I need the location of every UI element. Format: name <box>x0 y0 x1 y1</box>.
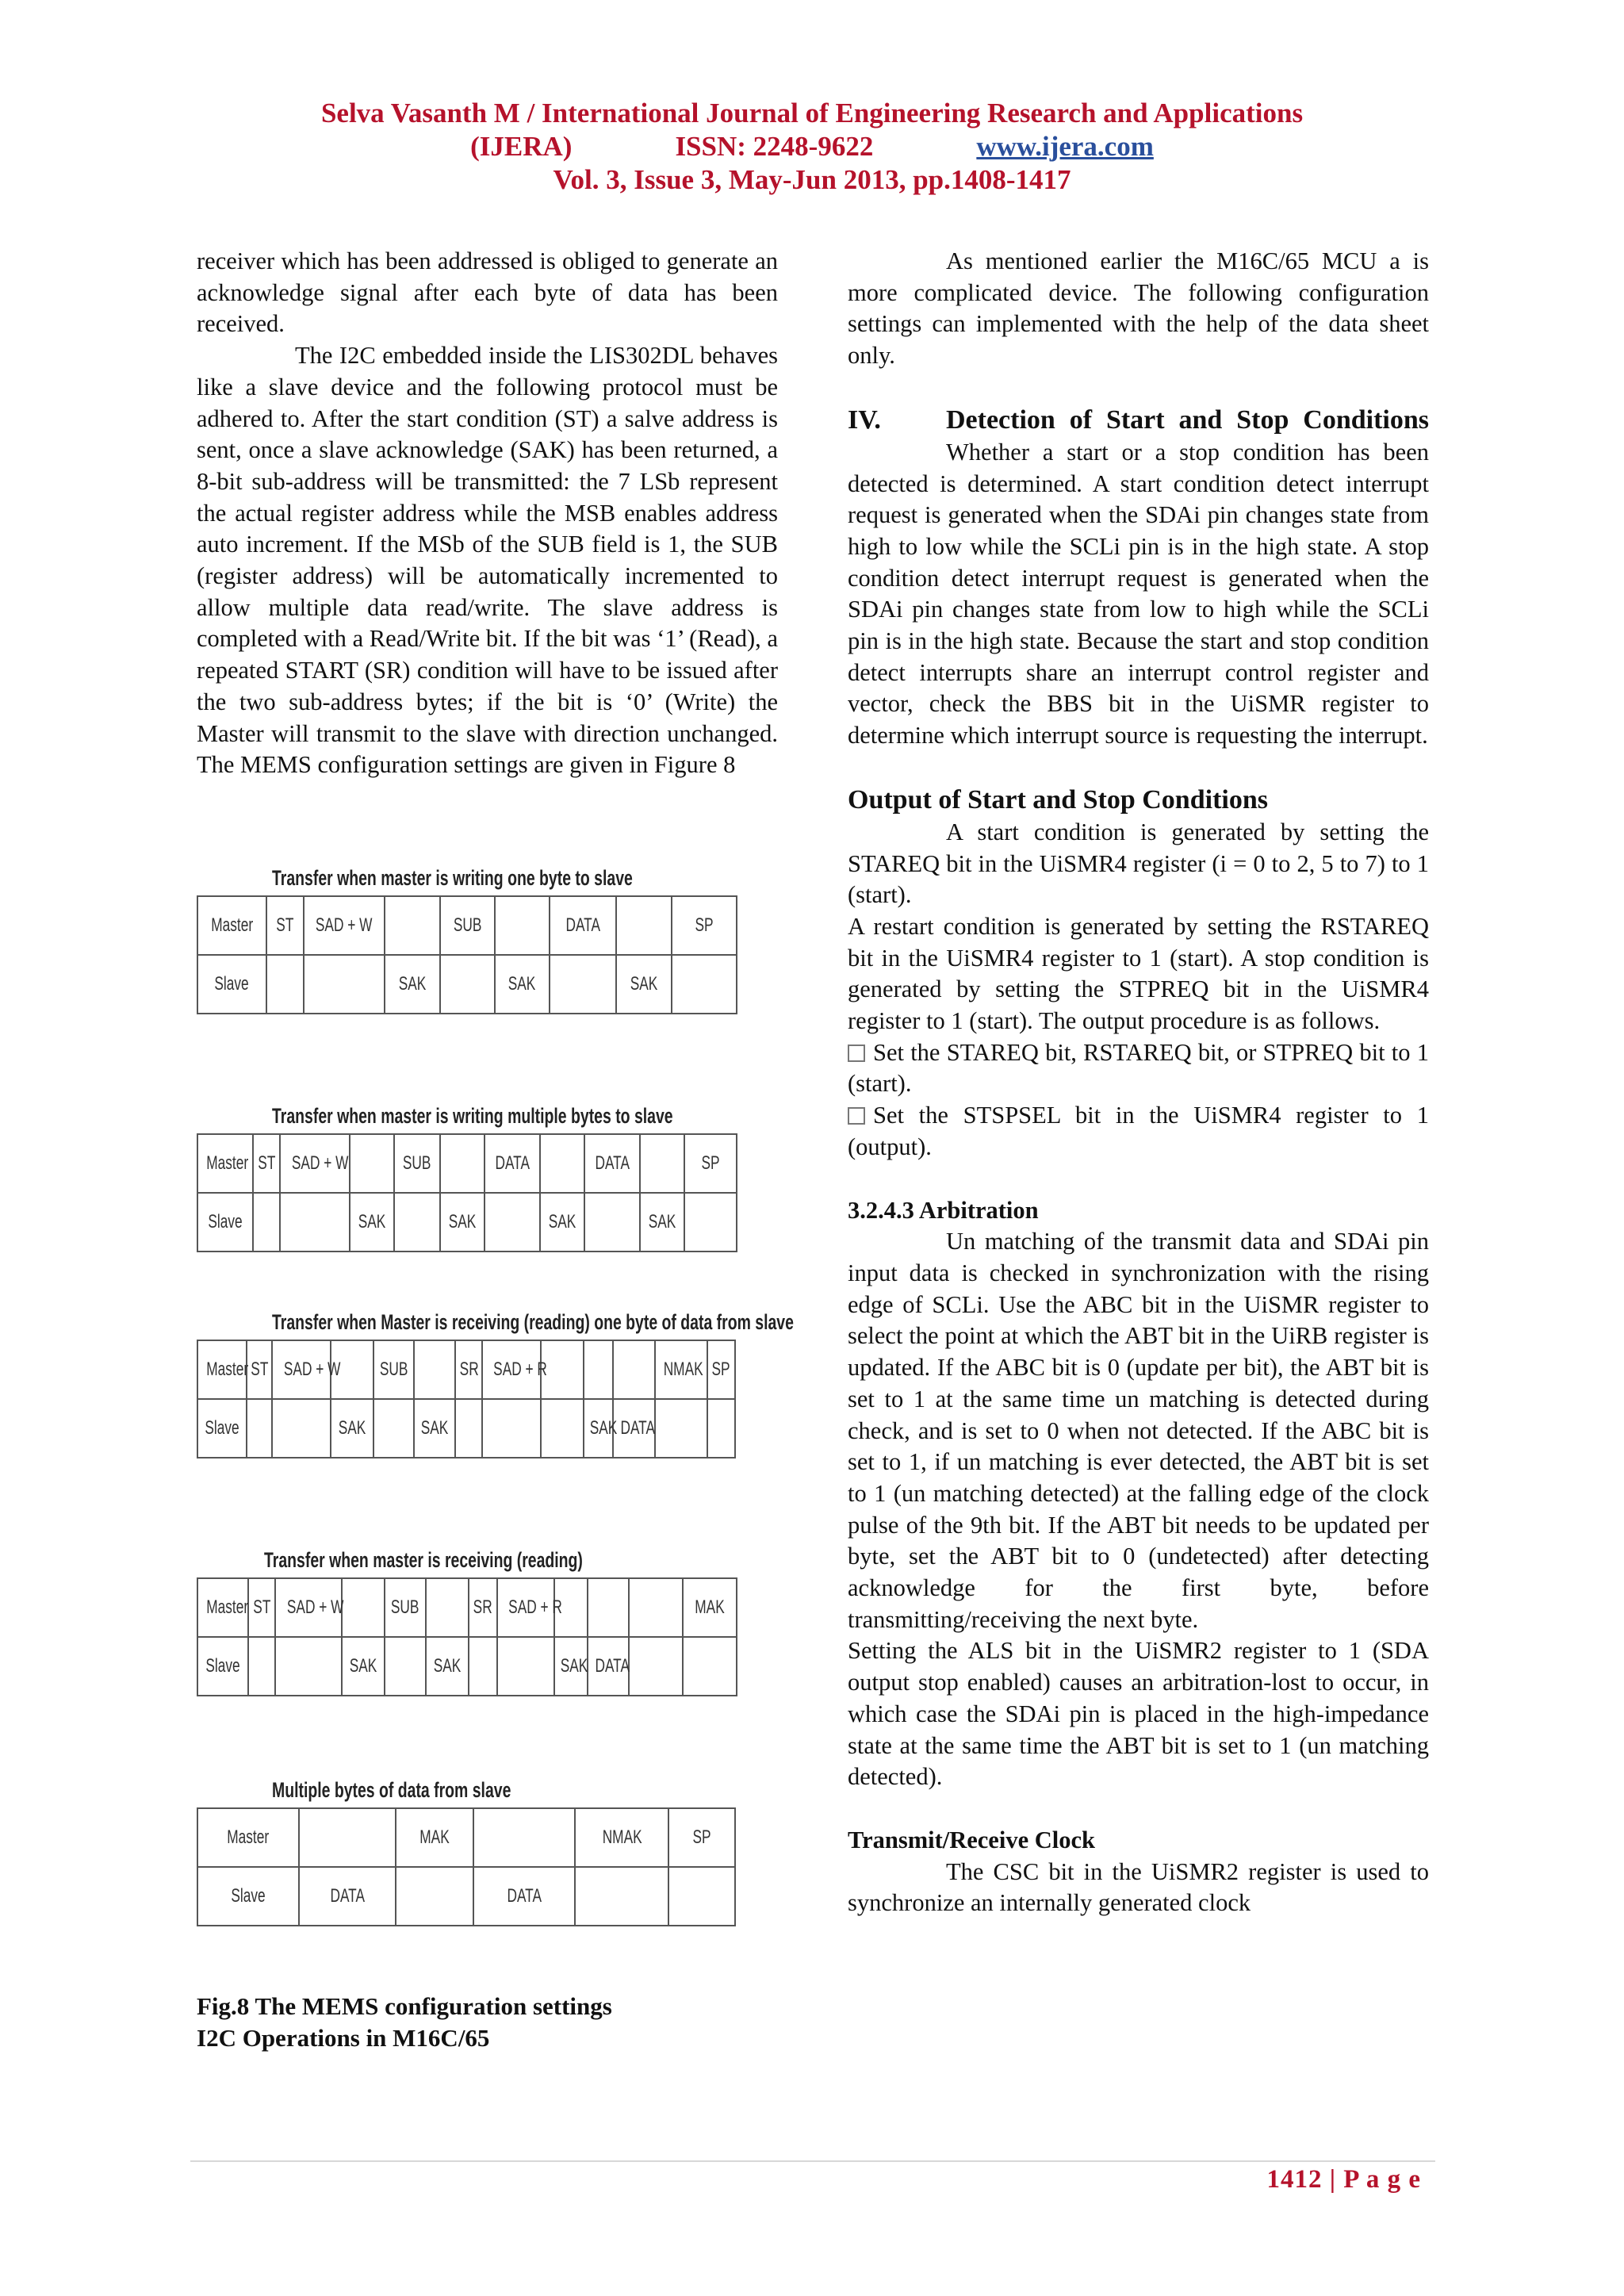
cell <box>426 1578 469 1637</box>
cell: SAK <box>342 1637 385 1696</box>
left-paragraph-1: receiver which has been addressed is obliged to generate an acknowledge signal after each byte of data has been received. <box>197 247 778 338</box>
slave-row <box>197 955 737 1014</box>
cell: SAK <box>440 1193 485 1251</box>
cell: SAK <box>414 1399 454 1458</box>
cell <box>541 1399 583 1458</box>
cell: SP <box>707 1340 735 1399</box>
cell <box>247 1399 273 1458</box>
cell <box>304 955 385 1014</box>
cell: SP <box>684 1134 737 1193</box>
header-line1: Selva Vasanth M / International Journal of Engineering Research and Applications <box>320 98 1304 128</box>
cell <box>588 1578 629 1637</box>
protocol-table-title: Multiple bytes of data from slave <box>272 1778 511 1802</box>
cell <box>253 1193 280 1251</box>
bullet-item-1 <box>848 1037 1429 1100</box>
cell <box>350 1134 394 1193</box>
cell: SAD + W <box>275 1578 342 1637</box>
cell: SAK <box>331 1399 373 1458</box>
cell: DATA <box>550 896 616 955</box>
cell: Master <box>197 1134 253 1193</box>
cell: SAK <box>350 1193 394 1251</box>
cell <box>541 1340 583 1399</box>
protocol-table-title: Transfer when master is writing one byte to slave <box>272 866 633 890</box>
protocol-table-5 <box>197 1773 736 1926</box>
header-line3: Vol. 3, Issue 3, May-Jun 2013, pp.1408-1417 <box>553 164 1071 195</box>
cell: Master <box>197 896 266 955</box>
cell: MAK <box>683 1578 737 1637</box>
cell <box>455 1399 483 1458</box>
cell: SR <box>469 1578 497 1637</box>
cell: ST <box>266 896 304 955</box>
master-row <box>197 896 737 955</box>
cell: MAK <box>396 1808 473 1867</box>
cell <box>655 1399 707 1458</box>
cell <box>613 1340 655 1399</box>
master-row <box>197 1340 735 1399</box>
cell: SAD + W <box>280 1134 350 1193</box>
right-paragraph-3: A start condition is generated by setting the STAREQ bit in the UiSMR4 register (i = 0 to 2, 5 to 7) to 1 (start). <box>848 818 1429 909</box>
cell <box>672 955 737 1014</box>
cell: SP <box>672 896 737 955</box>
cell <box>342 1578 385 1637</box>
cell: SAD + R <box>497 1578 554 1637</box>
subheading-output: Output of Start and Stop Conditions <box>848 784 1268 815</box>
cell <box>668 1867 735 1926</box>
cell: Slave <box>197 1193 253 1251</box>
master-row <box>197 1808 735 1867</box>
slave-row <box>197 1193 737 1251</box>
section-number: IV. <box>848 404 881 435</box>
cell <box>616 896 672 955</box>
cell: SAK <box>495 955 550 1014</box>
cell <box>683 1637 737 1696</box>
cell <box>385 1637 426 1696</box>
cell <box>275 1637 342 1696</box>
cell <box>266 955 304 1014</box>
protocol-table-1 <box>197 861 736 1014</box>
cell <box>469 1637 497 1696</box>
left-column <box>197 246 778 781</box>
right-column <box>848 246 1429 1919</box>
cell: SAD + W <box>304 896 385 955</box>
protocol-grid <box>197 895 737 1014</box>
cell: SP <box>668 1808 735 1867</box>
slave-row <box>197 1637 737 1696</box>
bullet-box-icon <box>848 1045 865 1062</box>
header-line2 <box>0 130 1624 163</box>
subheading-arbitration: 3.2.4.3 Arbitration <box>848 1196 1039 1224</box>
cell: SR <box>455 1340 483 1399</box>
cell: SAD + W <box>272 1340 331 1399</box>
cell <box>684 1193 737 1251</box>
cell <box>584 1193 640 1251</box>
protocol-table-4 <box>197 1543 736 1696</box>
cell <box>629 1637 683 1696</box>
cell: SAK <box>426 1637 469 1696</box>
issn: ISSN: 2248-9622 <box>675 131 874 162</box>
protocol-grid <box>197 1340 736 1458</box>
right-paragraph-2: Whether a start or a stop condition has been detected is determined. A start condition detect interrupt request is generated when the SDAi pin changes state from high to low while the SCLi pin is in the high state. A stop condition detect interrupt request is generated when the SDAi pin changes state from low to high while the SCLi pin is in the high state. Because the start and stop condition detect interrupts share an interrupt control register and vector, check the BBS bit in the UiSMR register to determine which interrupt source is requesting the interrupt. <box>848 438 1429 749</box>
bullet-item-2 <box>848 1100 1429 1163</box>
cell <box>497 1637 554 1696</box>
protocol-table-2 <box>197 1098 736 1252</box>
cell: Master <box>197 1340 247 1399</box>
right-paragraph-1: As mentioned earlier the M16C/65 MCU a is more complicated device. The following configuration settings can implemented with the help of the data sheet only. <box>848 247 1429 370</box>
protocol-table-title: Transfer when Master is receiving (reading) one byte of data from slave <box>272 1310 794 1334</box>
cell <box>272 1399 331 1458</box>
cell <box>473 1808 575 1867</box>
cell <box>550 955 616 1014</box>
cell: ST <box>253 1134 280 1193</box>
bullet-text: Set the STSPSEL bit in the UiSMR4 register to 1 (output). <box>848 1102 1429 1160</box>
cell: Slave <box>197 1399 247 1458</box>
protocol-table-3 <box>197 1305 794 1458</box>
cell: SAD + R <box>482 1340 541 1399</box>
cell <box>495 896 550 955</box>
cell <box>485 1193 540 1251</box>
slave-row <box>197 1867 735 1926</box>
cell <box>280 1193 350 1251</box>
protocol-grid <box>197 1133 737 1252</box>
cell: ST <box>247 1340 273 1399</box>
cell: DATA <box>473 1867 575 1926</box>
cell: DATA <box>584 1134 640 1193</box>
subheading-clock: Transmit/Receive Clock <box>848 1826 1095 1853</box>
journal-url-link[interactable]: www.ijera.com <box>976 131 1154 162</box>
cell <box>540 1134 584 1193</box>
journal-header <box>0 97 1624 197</box>
cell <box>440 955 495 1014</box>
protocol-grid <box>197 1807 736 1926</box>
cell <box>640 1134 684 1193</box>
cell <box>248 1637 275 1696</box>
caption-line-1: Fig.8 The MEMS configuration settings <box>197 1992 612 2020</box>
cell <box>584 1340 613 1399</box>
caption-line-2: I2C Operations in M16C/65 <box>197 2024 490 2052</box>
cell <box>373 1399 414 1458</box>
page-number: 1412 | P a g e <box>1266 2165 1421 2194</box>
cell <box>482 1399 541 1458</box>
cell <box>396 1867 473 1926</box>
cell: Slave <box>197 955 266 1014</box>
cell <box>385 896 440 955</box>
cell <box>575 1867 668 1926</box>
cell <box>440 1134 485 1193</box>
right-paragraph-5: Un matching of the transmit data and SDAi pin input data is checked in synchronization with the rising edge of SCLi. Use the ABC bit in the UiSMR register to select the point at which the ABT bit in the UiRB register is updated. If the ABC bit is 0 (update per bit), the ABT bit is set to 1 at the same time un matching is detected during check, and is set to 0 when not detected. If the ABC bit is set to 1, if un matching is ever detected, the ABT bit is set to 1 (un matching detected) at the falling edge of the clock pulse of the 9th bit. If the ABT bit needs to be updated per byte, set the ABT bit to 0 (undetected) after detecting acknowledge for the first byte, before transmitting/receiving the next byte. <box>848 1228 1429 1633</box>
cell <box>299 1808 396 1867</box>
cell: SAK <box>540 1193 584 1251</box>
right-paragraph-4: A restart condition is generated by setting the RSTAREQ bit in the UiSMR4 register to 1 (start). A stop condition is generated by setting the STPREQ bit in the UiSMR4 register to 1 (start). The output procedure is as follows. <box>848 912 1429 1035</box>
slave-row <box>197 1399 735 1458</box>
cell: Master <box>197 1808 299 1867</box>
section-title: Detection of Start and Stop Conditions <box>946 404 1429 435</box>
cell: ST <box>248 1578 275 1637</box>
cell: SUB <box>440 896 495 955</box>
cell: NMAK <box>575 1808 668 1867</box>
cell: SAK <box>385 955 440 1014</box>
cell: DATA <box>613 1399 655 1458</box>
cell <box>414 1340 454 1399</box>
cell <box>629 1578 683 1637</box>
section-heading-iv <box>848 404 1429 437</box>
cell: DATA <box>588 1637 629 1696</box>
cell: Master <box>197 1578 248 1637</box>
master-row <box>197 1134 737 1193</box>
cell: SUB <box>385 1578 426 1637</box>
right-paragraph-7: The CSC bit in the UiSMR2 register is used to synchronize an internally generated clock <box>848 1857 1429 1917</box>
master-row <box>197 1578 737 1637</box>
protocol-table-title: Transfer when master is receiving (reading) <box>264 1548 583 1572</box>
footer-divider <box>190 2160 1435 2162</box>
right-paragraph-6: Setting the ALS bit in the UiSMR2 register to 1 (SDA output stop enabled) causes an arbitration-lost to occur, in which case the SDAi pin is placed in the high-impedance state at the same time the ABT bit is set to 1 (un matching detected). <box>848 1637 1429 1791</box>
protocol-grid <box>197 1577 737 1696</box>
cell <box>394 1193 440 1251</box>
cell: NMAK <box>655 1340 707 1399</box>
figure-caption <box>197 1991 778 2054</box>
cell: Slave <box>197 1637 248 1696</box>
journal-abbr: (IJERA) <box>470 131 573 162</box>
cell: DATA <box>485 1134 540 1193</box>
cell: SUB <box>394 1134 440 1193</box>
bullet-box-icon <box>848 1107 865 1125</box>
bullet-text: Set the STAREQ bit, RSTAREQ bit, or STPREQ bit to 1 (start). <box>848 1038 1429 1098</box>
left-paragraph-2: The I2C embedded inside the LIS302DL behaves like a slave device and the following protocol must be adhered to. After the start condition (ST) a salve address is sent, once a slave acknowledge (SAK) has been returned, a 8-bit sub-address will be transmitted: the 7 LSb represent the actual register address while the MSB enables address auto increment. If the MSb of the SUB field is 1, the SUB (register address) will be automatically incremented to allow multiple data read/write. The slave address is completed with a Read/Write bit. If the bit was ‘1’ (Read), a repeated START (SR) condition will have to be issued after the two sub-address bytes; if the bit is ‘0’ (Write) the Master will transmit to the slave with direction unchanged. The MEMS configuration settings are given in Figure 8 <box>197 342 778 779</box>
protocol-table-title: Transfer when master is writing multiple bytes to slave <box>272 1104 673 1128</box>
cell: SAK <box>554 1637 588 1696</box>
cell: DATA <box>299 1867 396 1926</box>
cell: SUB <box>373 1340 414 1399</box>
cell: Slave <box>197 1867 299 1926</box>
cell: SAK <box>584 1399 613 1458</box>
cell: SAK <box>616 955 672 1014</box>
cell: SAK <box>640 1193 684 1251</box>
cell <box>707 1399 735 1458</box>
